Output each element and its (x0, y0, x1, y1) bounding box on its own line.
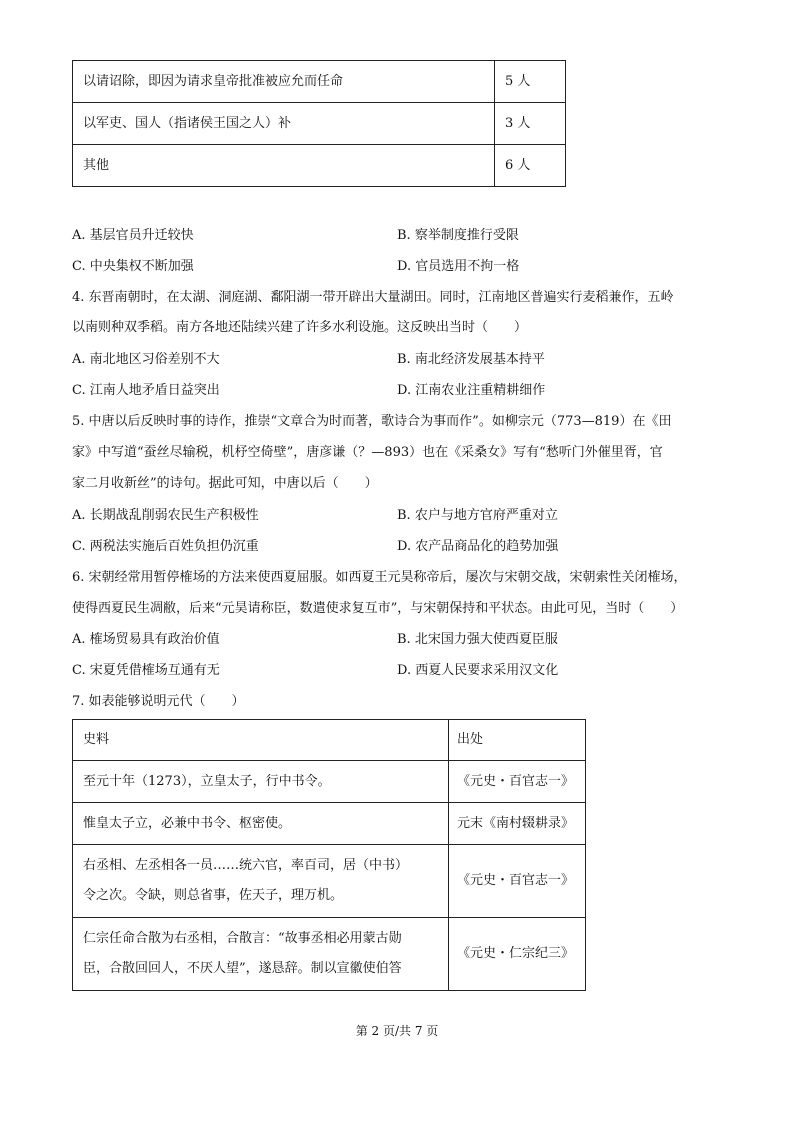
table-cell: 《元史・百官志一》 (449, 845, 586, 918)
table-row (73, 103, 566, 145)
official-appointment-table (72, 60, 566, 187)
table-cell-line: 臣，合散回回人，不厌人望”，遂恳辞。制以宣徽使伯答 (83, 961, 402, 976)
q3-option-a[interactable]: A. 基层官员升迁较快 (72, 228, 194, 243)
q3-option-c[interactable]: C. 中央集权不断加强 (72, 259, 194, 274)
table-cell-line: 令之次。令缺，则总省事，佐天子，理万机。 (83, 888, 344, 903)
table-cell: 3 人 (495, 103, 566, 145)
q4-option-c[interactable]: C. 江南人地矛盾日益突出 (72, 383, 220, 398)
table-header-row (73, 720, 586, 761)
table-row (73, 145, 566, 187)
table-header-cell: 史料 (73, 720, 449, 761)
q6-option-d[interactable]: D. 西夏人民要求采用汉文化 (397, 663, 559, 678)
table-row (73, 761, 586, 803)
q4-stem-line: 以南则种双季稻。南方各地还陆续兴建了许多水利设施。这反映出当时（ ） (72, 320, 528, 335)
q4-option-a[interactable]: A. 南北地区习俗差别不大 (72, 352, 220, 367)
q5-option-d[interactable]: D. 农产品商品化的趋势加强 (397, 539, 559, 554)
table-cell: 其他 (73, 145, 495, 187)
table-cell: 以请诏除，即因为请求皇帝批准被应允而任命 (73, 61, 495, 103)
table-cell: 至元十年（1273），立皇太子，行中书令。 (73, 761, 449, 803)
table-cell (73, 918, 449, 991)
table-header-cell: 出处 (449, 720, 586, 761)
table-cell-line: 仁宗任命合散为右丞相，合散言：“故事丞相必用蒙古勋 (83, 931, 402, 946)
table-cell: 《元史・百官志一》 (449, 761, 586, 803)
q6-stem-line: 使得西夏民生凋敝，后来“元昊请称臣，数遣使求复互市”，与宋朝保持和平状态。由此可见，当时（ ） (72, 601, 684, 616)
table-cell (73, 845, 449, 918)
table-row (73, 803, 586, 845)
table-row (73, 918, 586, 991)
table-row (73, 61, 566, 103)
table-cell: 6 人 (495, 145, 566, 187)
q6-option-c[interactable]: C. 宋夏凭借榷场互通有无 (72, 663, 220, 678)
table-cell: 以军吏、国人（指诸侯王国之人）补 (73, 103, 495, 145)
table-row (73, 845, 586, 918)
q6-option-a[interactable]: A. 榷场贸易具有政治价值 (72, 632, 220, 647)
q5-option-c[interactable]: C. 两税法实施后百姓负担仍沉重 (72, 539, 259, 554)
table-cell: 5 人 (495, 61, 566, 103)
q3-option-d[interactable]: D. 官员选用不拘一格 (397, 259, 520, 274)
q7-stem-line: 7. 如表能够说明元代（ ） (72, 694, 245, 709)
q5-stem-line: 家》中写道“蚕丝尽输税，机杼空倚壁”，唐彦谦（？—893）也在《采桑女》写有“愁听门外催里胥，官 (72, 445, 663, 460)
q6-option-b[interactable]: B. 北宋国力强大使西夏臣服 (397, 632, 558, 647)
table-cell: 惟皇太子立，必兼中书令、枢密使。 (73, 803, 449, 845)
q5-stem-line: 家二月收新丝”的诗句。据此可知，中唐以后（ ） (72, 476, 378, 491)
yuan-history-table (72, 719, 586, 991)
q5-option-a[interactable]: A. 长期战乱削弱农民生产积极性 (72, 508, 259, 523)
table-cell-line: 右丞相、左丞相各一员……统六官，率百司，居（中书） (83, 858, 409, 873)
table-cell: 元末《南村辍耕录》 (449, 803, 586, 845)
table-cell: 《元史・仁宗纪三》 (449, 918, 586, 991)
q5-stem-line: 5. 中唐以后反映时事的诗作，推崇“文章合为时而著，歌诗合为事而作”。如柳宗元（773—819）在《田 (72, 414, 672, 429)
q3-option-b[interactable]: B. 察举制度推行受限 (397, 228, 519, 243)
page-footer: 第 2 页/共 7 页 (355, 1024, 439, 1038)
q4-option-d[interactable]: D. 江南农业注重精耕细作 (397, 383, 546, 398)
q4-option-b[interactable]: B. 南北经济发展基本持平 (397, 352, 545, 367)
q4-stem-line: 4. 东晋南朝时，在太湖、洞庭湖、鄱阳湖一带开辟出大量湖田。同时，江南地区普遍实行麦稻兼作，五岭 (72, 290, 674, 305)
q5-option-b[interactable]: B. 农户与地方官府严重对立 (397, 508, 558, 523)
q6-stem-line: 6. 宋朝经常用暂停榷场的方法来使西夏屈服。如西夏王元昊称帝后，屡次与宋朝交战，宋朝索性关闭榷场， (72, 570, 687, 585)
